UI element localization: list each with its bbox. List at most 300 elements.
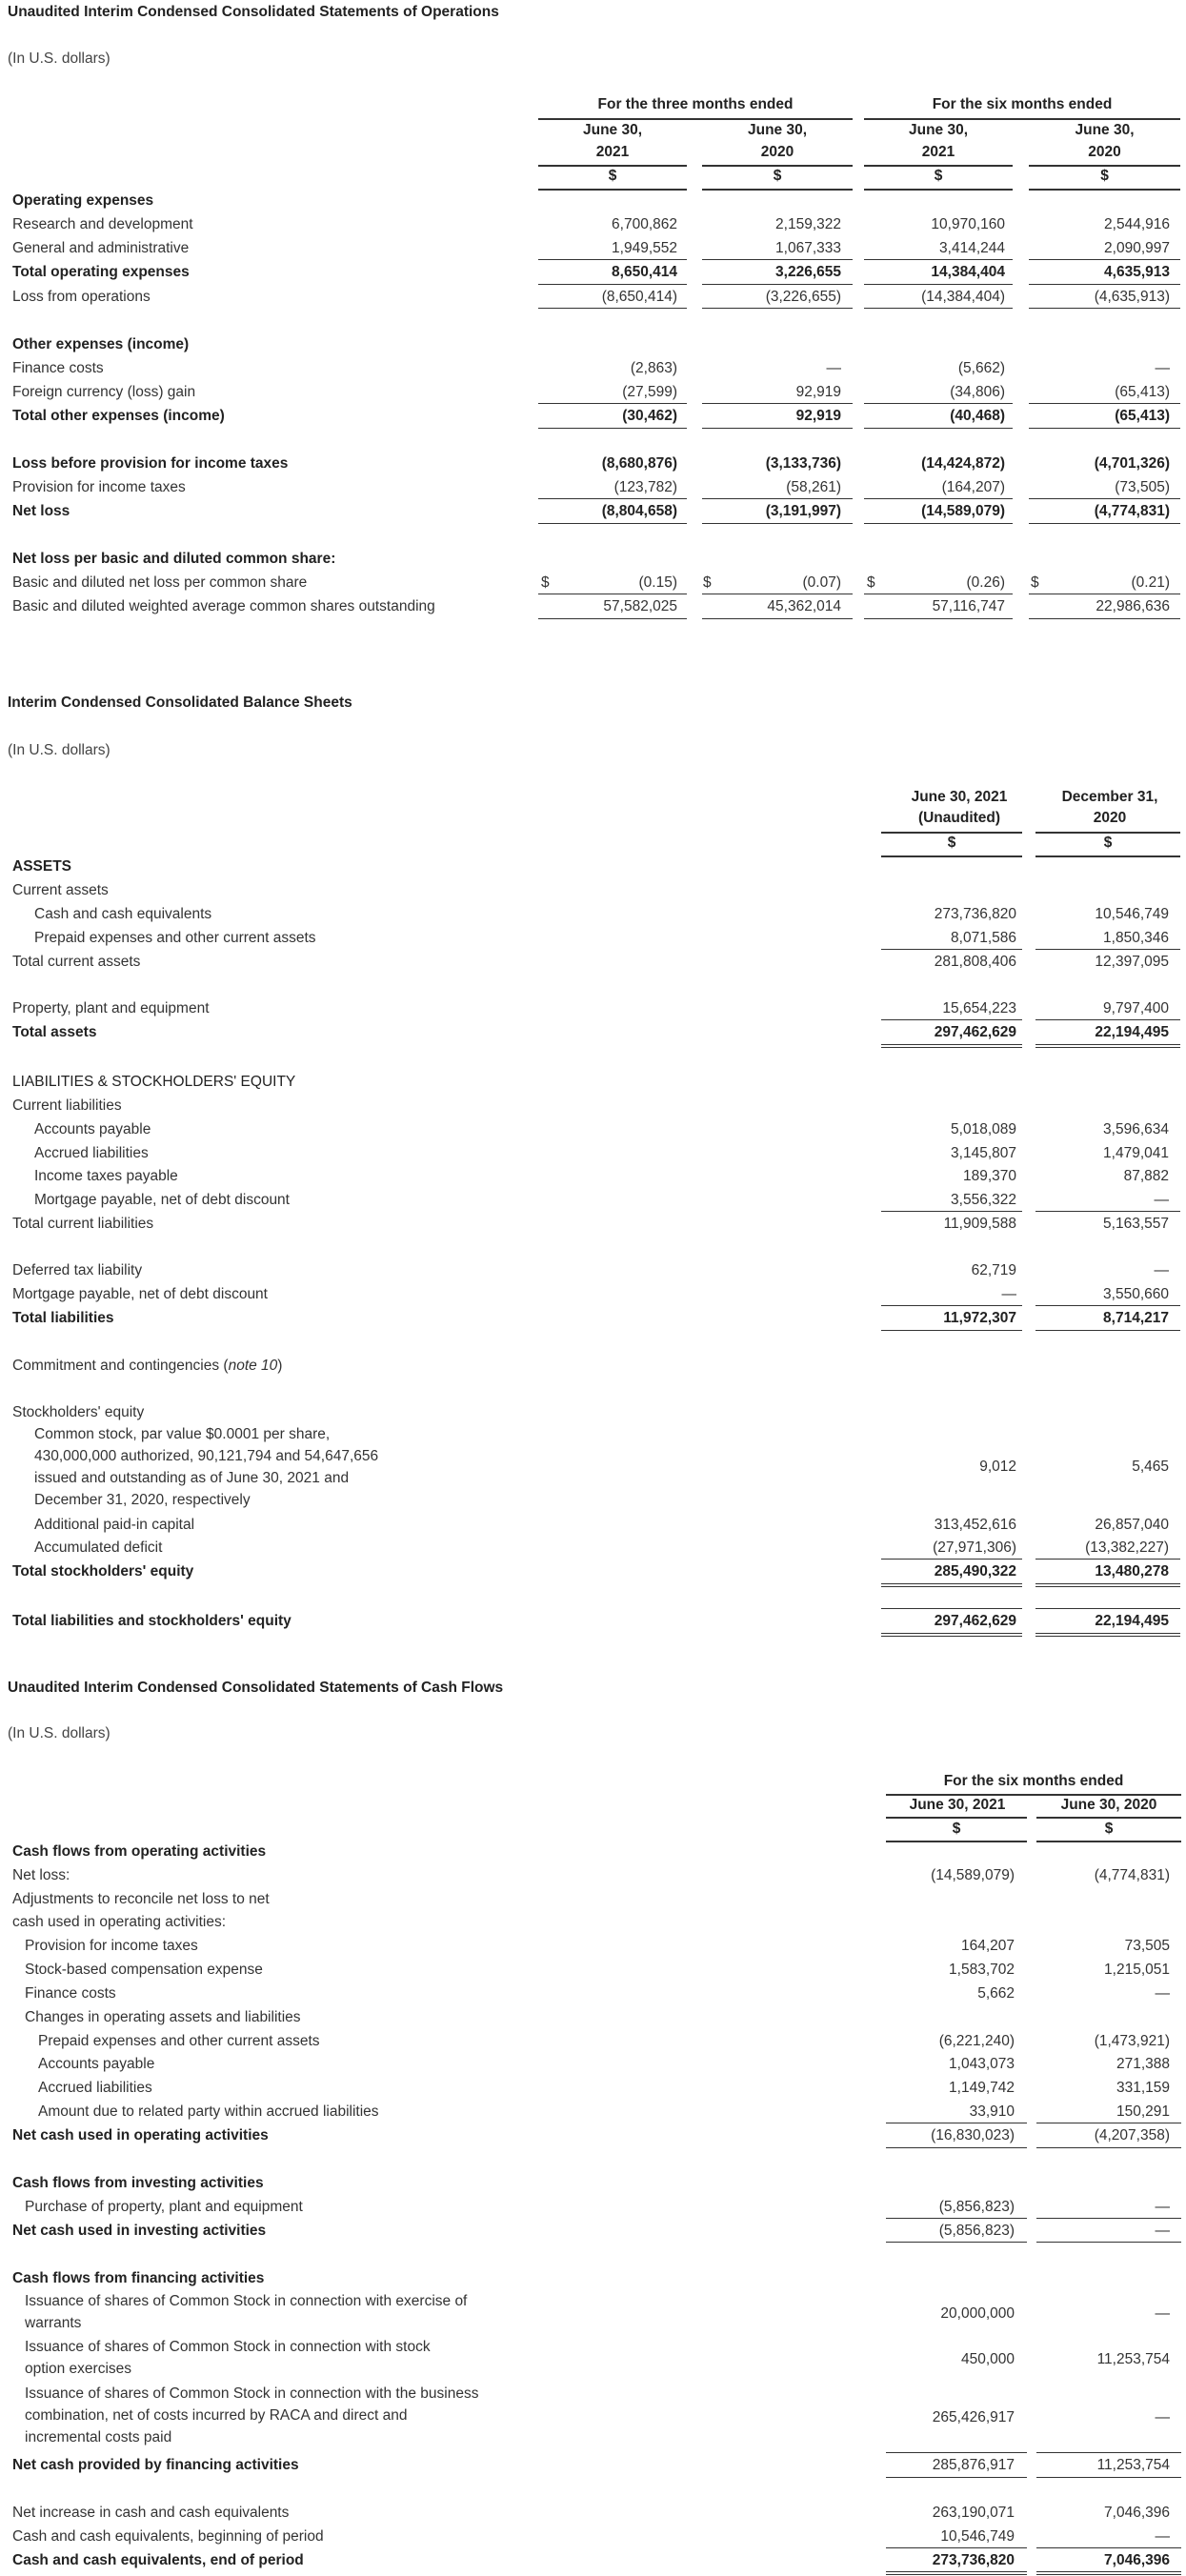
amount-cell: 8,071,586 bbox=[951, 930, 1016, 946]
row-label: Property, plant and equipment bbox=[12, 1000, 210, 1016]
underline bbox=[538, 618, 687, 619]
amount-cell: (16,830,023) bbox=[931, 2127, 1015, 2143]
amount-cell: (65,413) bbox=[1115, 408, 1170, 424]
col-date: June 30, 2021 bbox=[911, 789, 1008, 805]
amount-cell: (0.15) bbox=[638, 574, 677, 591]
amount-cell: 297,462,629 bbox=[934, 1613, 1016, 1629]
row-label: Total liabilities bbox=[12, 1310, 114, 1326]
table-row bbox=[0, 260, 1186, 284]
table-row bbox=[0, 2383, 1186, 2451]
row-label: Accrued liabilities bbox=[38, 2080, 152, 2096]
section-heading bbox=[0, 2171, 1186, 2195]
amount-cell: (4,635,913) bbox=[1094, 289, 1170, 305]
table-row bbox=[0, 2195, 1186, 2219]
row-label: Issuance of shares of Common Stock in connection with exercise of warrants bbox=[25, 2293, 468, 2331]
six-months-header: For the six months ended bbox=[943, 1773, 1124, 1789]
double-underline bbox=[1036, 2571, 1181, 2575]
section-heading bbox=[0, 547, 1186, 571]
table-row bbox=[0, 902, 1186, 926]
row-label: Operating expenses bbox=[12, 192, 154, 209]
amount-cell: — bbox=[1155, 2305, 1170, 2322]
table-row bbox=[0, 2336, 1186, 2382]
table-row bbox=[0, 1513, 1186, 1537]
col-currency: $ bbox=[952, 1821, 961, 1837]
amount-cell: 1,149,742 bbox=[949, 2080, 1015, 2096]
amount-cell: 11,972,307 bbox=[943, 1310, 1016, 1326]
section-heading bbox=[0, 1400, 1186, 1424]
amount-cell: — bbox=[1155, 2409, 1170, 2425]
table-row bbox=[0, 285, 1186, 309]
row-label: Accounts payable bbox=[34, 1121, 151, 1137]
table-row bbox=[0, 1887, 1186, 1911]
row-label: Cash flows from investing activities bbox=[12, 2175, 264, 2191]
row-label: Net loss per basic and diluted common share: bbox=[12, 551, 336, 567]
underline bbox=[538, 523, 687, 524]
commitments-label: Commitment and contingencies ( bbox=[12, 1358, 229, 1374]
amount-cell: 3,596,634 bbox=[1103, 1121, 1169, 1137]
col-year: 2020 bbox=[760, 144, 794, 160]
amount-cell: 57,116,747 bbox=[932, 598, 1005, 614]
amount-cell: (3,133,736) bbox=[765, 455, 841, 472]
amount-cell: (14,589,079) bbox=[931, 1867, 1015, 1883]
amount-cell: 13,480,278 bbox=[1095, 1563, 1169, 1580]
table-row bbox=[0, 475, 1186, 499]
table-row bbox=[0, 236, 1186, 260]
amount-cell: 11,909,588 bbox=[943, 1216, 1016, 1232]
table-row bbox=[0, 594, 1186, 618]
table-row bbox=[0, 452, 1186, 475]
table-row bbox=[0, 1560, 1186, 1583]
col-currency: $ bbox=[1103, 835, 1113, 851]
table-row bbox=[0, 1863, 1186, 1887]
amount-cell: — bbox=[1154, 1262, 1169, 1278]
section-heading bbox=[0, 878, 1186, 902]
balance-sheet-title: Interim Condensed Consolidated Balance Sheets bbox=[8, 694, 352, 711]
row-label: Amount due to related party within accrued liabilities bbox=[38, 2103, 379, 2120]
row-label: Cash and cash equivalents, beginning of period bbox=[12, 2528, 324, 2545]
amount-cell: (5,856,823) bbox=[938, 2223, 1015, 2239]
cash-flows-units: (In U.S. dollars) bbox=[8, 1725, 111, 1741]
col-year: 2021 bbox=[921, 144, 955, 160]
amount-cell: 7,046,396 bbox=[1104, 2505, 1170, 2521]
amount-cell: (0.21) bbox=[1131, 574, 1170, 591]
row-label: General and administrative bbox=[12, 240, 190, 256]
row-label: Current assets bbox=[12, 882, 109, 898]
row-label: Basic and diluted net loss per common share bbox=[12, 574, 308, 591]
table-row bbox=[0, 2076, 1186, 2100]
table-row bbox=[0, 1910, 1186, 1934]
amount-cell: (4,774,831) bbox=[1094, 1867, 1170, 1883]
amount-cell: — bbox=[1001, 1286, 1016, 1302]
amount-cell: (34,806) bbox=[950, 384, 1005, 400]
underline bbox=[881, 1330, 1022, 1331]
amount-cell: 8,714,217 bbox=[1103, 1310, 1169, 1326]
amount-cell: (4,207,358) bbox=[1094, 2127, 1170, 2143]
table-row bbox=[0, 2005, 1186, 2029]
amount-cell: — bbox=[1155, 2223, 1170, 2239]
amount-cell: (3,191,997) bbox=[765, 503, 841, 519]
amount-cell: 11,253,754 bbox=[1096, 2351, 1170, 2367]
amount-cell: 450,000 bbox=[960, 2351, 1015, 2367]
amount-cell: 22,194,495 bbox=[1095, 1613, 1169, 1629]
col-currency: $ bbox=[1100, 168, 1109, 184]
amount-cell: (4,701,326) bbox=[1094, 455, 1170, 472]
row-label: Prepaid expenses and other current assets bbox=[34, 930, 316, 946]
commitments-row bbox=[0, 1354, 1186, 1378]
six-months-header: For the six months ended bbox=[932, 96, 1113, 112]
section-heading bbox=[0, 2266, 1186, 2290]
double-underline bbox=[886, 2571, 1027, 2575]
col-date: June 30, 2020 bbox=[1060, 1797, 1157, 1813]
row-label: Net loss: bbox=[12, 1867, 70, 1883]
row-label: Accumulated deficit bbox=[34, 1540, 163, 1556]
amount-cell: 265,426,917 bbox=[932, 2409, 1015, 2425]
underline bbox=[1036, 2477, 1181, 2478]
commitments-close: ) bbox=[277, 1358, 283, 1374]
row-label: Net loss bbox=[12, 503, 70, 519]
col-year: 2020 bbox=[1088, 144, 1121, 160]
table-row bbox=[0, 1536, 1186, 1560]
underline bbox=[864, 308, 1013, 309]
row-label: Issuance of shares of Common Stock in connection with stock option exercises bbox=[25, 2339, 431, 2377]
amount-cell: (8,680,876) bbox=[601, 455, 677, 472]
amount-cell: 3,550,660 bbox=[1103, 1286, 1169, 1302]
amount-cell: 7,046,396 bbox=[1104, 2552, 1170, 2568]
amount-cell: 20,000,000 bbox=[940, 2305, 1015, 2322]
table-row bbox=[0, 1282, 1186, 1306]
currency-symbol: $ bbox=[541, 574, 550, 591]
amount-cell: — bbox=[1155, 2199, 1170, 2215]
table-row bbox=[0, 1141, 1186, 1165]
row-label: Income taxes payable bbox=[34, 1168, 178, 1184]
table-row bbox=[0, 571, 1186, 594]
col-year: 2020 bbox=[1093, 810, 1127, 826]
amount-cell: 10,546,749 bbox=[1095, 906, 1169, 922]
table-row bbox=[0, 2290, 1186, 2336]
amount-cell: 57,582,025 bbox=[603, 598, 677, 614]
row-label: Research and development bbox=[12, 216, 193, 232]
table-row bbox=[0, 212, 1186, 236]
table-row bbox=[0, 1306, 1186, 1330]
table-row bbox=[0, 2100, 1186, 2123]
table-row bbox=[0, 1934, 1186, 1958]
row-label: Cash flows from financing activities bbox=[12, 2270, 265, 2286]
underline bbox=[1029, 428, 1180, 429]
table-row bbox=[0, 996, 1186, 1020]
amount-cell: 273,736,820 bbox=[932, 2552, 1015, 2568]
underline bbox=[1036, 2147, 1181, 2148]
amount-cell: 3,556,322 bbox=[951, 1192, 1016, 1208]
amount-cell: (14,424,872) bbox=[921, 455, 1005, 472]
amount-cell: 92,919 bbox=[795, 384, 841, 400]
row-label: Total current assets bbox=[12, 954, 141, 970]
amount-cell: (2,863) bbox=[630, 360, 677, 376]
amount-cell: (5,662) bbox=[957, 360, 1005, 376]
amount-cell: — bbox=[1155, 360, 1170, 376]
amount-cell: 4,635,913 bbox=[1104, 264, 1170, 280]
row-label: Loss before provision for income taxes bbox=[12, 455, 289, 472]
col-currency: $ bbox=[608, 168, 617, 184]
amount-cell: (14,384,404) bbox=[921, 289, 1005, 305]
amount-cell: 3,414,244 bbox=[939, 240, 1005, 256]
amount-cell: 3,226,655 bbox=[775, 264, 841, 280]
underline bbox=[1036, 2242, 1181, 2243]
amount-cell: 285,876,917 bbox=[932, 2457, 1015, 2473]
row-label: Provision for income taxes bbox=[12, 479, 186, 495]
underline bbox=[1029, 618, 1180, 619]
row-label: Total assets bbox=[12, 1024, 97, 1040]
amount-cell: 5,163,557 bbox=[1103, 1216, 1169, 1232]
operations-units: (In U.S. dollars) bbox=[8, 50, 111, 67]
amount-cell: (0.07) bbox=[802, 574, 841, 591]
underline bbox=[702, 618, 853, 619]
amount-cell: 2,544,916 bbox=[1104, 216, 1170, 232]
row-label: Stock-based compensation expense bbox=[25, 1962, 263, 1978]
amount-cell: 313,452,616 bbox=[934, 1517, 1016, 1533]
row-label: Total other expenses (income) bbox=[12, 408, 225, 424]
amount-cell: 8,650,414 bbox=[612, 264, 677, 280]
row-label: Finance costs bbox=[25, 1985, 116, 2002]
amount-cell: 164,207 bbox=[960, 1938, 1015, 1954]
table-row bbox=[0, 1609, 1186, 1633]
amount-cell: 5,465 bbox=[1132, 1459, 1169, 1475]
row-label: Additional paid-in capital bbox=[34, 1517, 195, 1533]
row-label: Total current liabilities bbox=[12, 1216, 154, 1232]
row-label: ASSETS bbox=[12, 858, 72, 875]
amount-cell: 2,159,322 bbox=[775, 216, 841, 232]
table-row bbox=[0, 1258, 1186, 1282]
row-label: Purchase of property, plant and equipment bbox=[25, 2199, 303, 2215]
row-label: Prepaid expenses and other current assets bbox=[38, 2033, 320, 2049]
section-heading bbox=[0, 332, 1186, 356]
section-heading bbox=[0, 1094, 1186, 1117]
amount-cell: (123,782) bbox=[613, 479, 677, 495]
amount-cell: — bbox=[826, 360, 841, 376]
row-label: LIABILITIES & STOCKHOLDERS' EQUITY bbox=[12, 1074, 296, 1090]
amount-cell: 189,370 bbox=[962, 1168, 1016, 1184]
row-label: Adjustments to reconcile net loss to net bbox=[12, 1891, 270, 1907]
three-months-header: For the three months ended bbox=[597, 96, 794, 112]
table-row bbox=[0, 1423, 1186, 1511]
col-currency: $ bbox=[934, 168, 943, 184]
amount-cell: 297,462,629 bbox=[934, 1024, 1016, 1040]
amount-cell: (73,505) bbox=[1115, 479, 1170, 495]
table-row bbox=[0, 380, 1186, 404]
row-label: Issuance of shares of Common Stock in connection with the business combination, net of costs incurred by RACA and direct and incremental costs paid bbox=[25, 2385, 479, 2445]
double-underline bbox=[881, 1633, 1022, 1637]
amount-cell: (8,804,658) bbox=[601, 503, 677, 519]
amount-cell: (0.26) bbox=[966, 574, 1005, 591]
row-label: Mortgage payable, net of debt discount bbox=[12, 1286, 268, 1302]
amount-cell: 22,986,636 bbox=[1096, 598, 1170, 614]
amount-cell: (14,589,079) bbox=[921, 503, 1005, 519]
row-label: Cash and cash equivalents bbox=[34, 906, 212, 922]
double-underline bbox=[1035, 1044, 1180, 1048]
row-label: Common stock, par value $0.0001 per share, 430,000,000 authorized, 90,121,794 and 54,647,656 issued and outstanding as of June 30, 2021 and December 31, 2020, respectively bbox=[34, 1426, 379, 1508]
amount-cell: 1,583,702 bbox=[949, 1962, 1015, 1978]
amount-cell: 285,490,322 bbox=[934, 1563, 1016, 1580]
amount-cell: (8,650,414) bbox=[601, 289, 677, 305]
amount-cell: (4,774,831) bbox=[1094, 503, 1170, 519]
table-row bbox=[0, 1982, 1186, 2005]
amount-cell: (27,599) bbox=[622, 384, 677, 400]
row-label: Loss from operations bbox=[12, 289, 151, 305]
row-label: cash used in operating activities: bbox=[12, 1914, 227, 1930]
table-row bbox=[0, 2052, 1186, 2076]
underline bbox=[864, 523, 1013, 524]
table-row bbox=[0, 2123, 1186, 2147]
amount-cell: 150,291 bbox=[1116, 2103, 1170, 2120]
amount-cell: 15,654,223 bbox=[942, 1000, 1016, 1016]
underline bbox=[538, 428, 687, 429]
section-heading bbox=[0, 855, 1186, 878]
amount-cell: 87,882 bbox=[1123, 1168, 1169, 1184]
amount-cell: (65,413) bbox=[1115, 384, 1170, 400]
amount-cell: 9,012 bbox=[979, 1459, 1016, 1475]
table-row bbox=[0, 404, 1186, 428]
row-label: Total liabilities and stockholders' equity bbox=[12, 1613, 291, 1629]
row-label: Deferred tax liability bbox=[12, 1262, 143, 1278]
table-row bbox=[0, 499, 1186, 523]
amount-cell: (40,468) bbox=[950, 408, 1005, 424]
col-date: June 30, bbox=[908, 122, 969, 138]
section-heading bbox=[0, 1840, 1186, 1863]
amount-cell: (1,473,921) bbox=[1094, 2033, 1170, 2049]
row-label: Cash flows from operating activities bbox=[12, 1843, 267, 1860]
amount-cell: (27,971,306) bbox=[933, 1540, 1016, 1556]
table-row bbox=[0, 2548, 1186, 2572]
amount-cell: 14,384,404 bbox=[931, 264, 1005, 280]
double-underline bbox=[881, 1044, 1022, 1048]
amount-cell: 1,067,333 bbox=[775, 240, 841, 256]
table-row bbox=[0, 1188, 1186, 1212]
table-row bbox=[0, 2453, 1186, 2477]
amount-cell: (5,856,823) bbox=[938, 2199, 1015, 2215]
amount-cell: 1,043,073 bbox=[949, 2056, 1015, 2072]
amount-cell: 6,700,862 bbox=[612, 216, 677, 232]
amount-cell: 73,505 bbox=[1124, 1938, 1170, 1954]
amount-cell: 3,145,807 bbox=[951, 1145, 1016, 1161]
amount-cell: (13,382,227) bbox=[1085, 1540, 1169, 1556]
row-label: Cash and cash equivalents, end of period bbox=[12, 2552, 304, 2568]
section-heading bbox=[0, 189, 1186, 212]
amount-cell: — bbox=[1155, 1985, 1170, 2002]
row-label: Net cash provided by financing activities bbox=[12, 2457, 299, 2473]
double-underline bbox=[1035, 1633, 1180, 1637]
amount-cell: 10,546,749 bbox=[940, 2528, 1015, 2545]
table-row bbox=[0, 1958, 1186, 1982]
amount-cell: 10,970,160 bbox=[931, 216, 1005, 232]
underline bbox=[538, 308, 687, 309]
table-row bbox=[0, 1117, 1186, 1141]
amount-cell: 45,362,014 bbox=[767, 598, 841, 614]
amount-cell: (164,207) bbox=[941, 479, 1005, 495]
col-currency: $ bbox=[1104, 1821, 1114, 1837]
double-underline bbox=[1035, 1583, 1180, 1587]
row-label: Net increase in cash and cash equivalents bbox=[12, 2505, 290, 2521]
underline bbox=[864, 618, 1013, 619]
amount-cell: 1,850,346 bbox=[1103, 930, 1169, 946]
amount-cell: 1,215,051 bbox=[1104, 1962, 1170, 1978]
section-heading bbox=[0, 1070, 1186, 1094]
double-underline bbox=[881, 1583, 1022, 1587]
amount-cell: 5,662 bbox=[977, 1985, 1015, 2002]
underline bbox=[702, 308, 853, 309]
amount-cell: 281,808,406 bbox=[934, 954, 1016, 970]
currency-symbol: $ bbox=[1031, 574, 1039, 591]
row-label: Finance costs bbox=[12, 360, 104, 376]
row-label bbox=[12, 1354, 282, 1378]
amount-cell: 271,388 bbox=[1116, 2056, 1170, 2072]
underline bbox=[864, 428, 1013, 429]
col-currency: $ bbox=[947, 835, 956, 851]
amount-cell: 273,736,820 bbox=[934, 906, 1016, 922]
table-row bbox=[0, 2219, 1186, 2243]
amount-cell: — bbox=[1155, 2528, 1170, 2545]
table-row bbox=[0, 950, 1186, 974]
amount-cell: (6,221,240) bbox=[938, 2033, 1015, 2049]
row-label: Provision for income taxes bbox=[25, 1938, 198, 1954]
col-date: December 31, bbox=[1061, 789, 1158, 805]
table-row bbox=[0, 2525, 1186, 2548]
row-label: Total stockholders' equity bbox=[12, 1563, 194, 1580]
amount-cell: — bbox=[1154, 1192, 1169, 1208]
amount-cell: 1,479,041 bbox=[1103, 1145, 1169, 1161]
amount-cell: 331,159 bbox=[1116, 2080, 1170, 2096]
currency-symbol: $ bbox=[867, 574, 875, 591]
row-label: Net cash used in investing activities bbox=[12, 2223, 267, 2239]
amount-cell: 26,857,040 bbox=[1095, 1517, 1169, 1533]
row-label: Stockholders' equity bbox=[12, 1404, 145, 1420]
amount-cell: 5,018,089 bbox=[951, 1121, 1016, 1137]
row-label: Mortgage payable, net of debt discount bbox=[34, 1192, 290, 1208]
row-label: Other expenses (income) bbox=[12, 336, 190, 352]
amount-cell: 12,397,095 bbox=[1095, 954, 1169, 970]
amount-cell: (30,462) bbox=[622, 408, 677, 424]
amount-cell: 92,919 bbox=[795, 408, 841, 424]
underline bbox=[1035, 1330, 1180, 1331]
col-year: (Unaudited) bbox=[917, 810, 1001, 826]
underline bbox=[1029, 523, 1180, 524]
underline bbox=[1029, 308, 1180, 309]
note-reference: note 10 bbox=[228, 1358, 278, 1374]
amount-cell: 11,253,754 bbox=[1096, 2457, 1170, 2473]
amount-cell: 33,910 bbox=[969, 2103, 1015, 2120]
table-row bbox=[0, 356, 1186, 380]
row-label: Total operating expenses bbox=[12, 264, 190, 280]
amount-cell: (3,226,655) bbox=[765, 289, 841, 305]
row-label: Current liabilities bbox=[12, 1097, 122, 1114]
amount-cell: (58,261) bbox=[786, 479, 841, 495]
amount-cell: 263,190,071 bbox=[932, 2505, 1015, 2521]
amount-cell: 2,090,997 bbox=[1104, 240, 1170, 256]
underline bbox=[886, 2477, 1027, 2478]
underline bbox=[886, 2242, 1027, 2243]
col-currency: $ bbox=[773, 168, 782, 184]
row-label: Accrued liabilities bbox=[34, 1145, 149, 1161]
table-row bbox=[0, 2501, 1186, 2525]
row-label: Changes in operating assets and liabilities bbox=[25, 2009, 301, 2025]
operations-title: Unaudited Interim Condensed Consolidated Statements of Operations bbox=[8, 4, 499, 20]
underline bbox=[702, 428, 853, 429]
currency-symbol: $ bbox=[703, 574, 712, 591]
amount-cell: 62,719 bbox=[971, 1262, 1016, 1278]
row-label: Foreign currency (loss) gain bbox=[12, 384, 196, 400]
row-label: Net cash used in operating activities bbox=[12, 2127, 269, 2143]
table-row bbox=[0, 1164, 1186, 1188]
amount-cell: 9,797,400 bbox=[1103, 1000, 1169, 1016]
table-row bbox=[0, 1020, 1186, 1044]
